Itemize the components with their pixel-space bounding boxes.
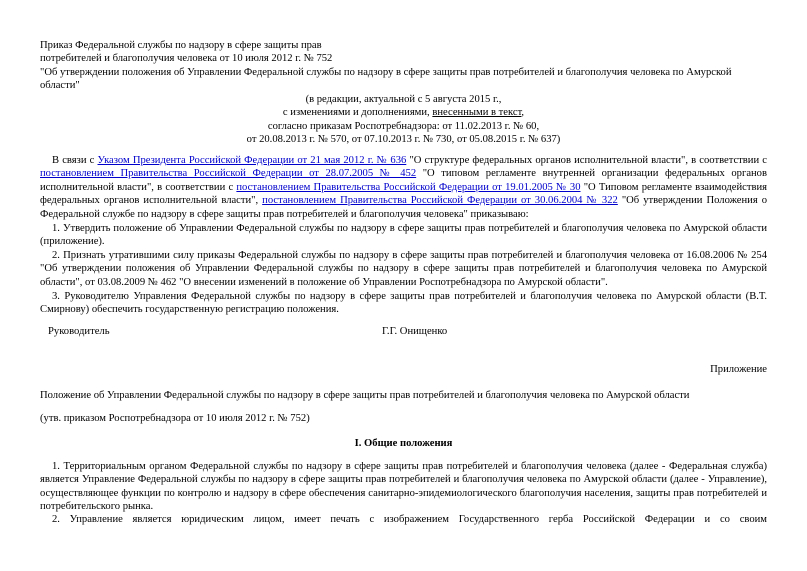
- appendix-approved: (утв. приказом Роспотребнадзора от 10 июля 2012 г. № 752): [40, 413, 310, 424]
- preamble-text: "О структуре федеральных органов исполнительной власти", в соответствии с: [406, 155, 767, 166]
- preamble-text: "Об утверждении Положения о Федеральной службе по надзору в сфере защиты прав потребителей и благополучия человека" приказываю:: [40, 195, 767, 220]
- signature-name: Г.Г. Онищенко: [382, 326, 448, 337]
- preamble-text: "О Типовом регламенте взаимодействия федеральных органов исполнительной власти",: [40, 181, 768, 207]
- signature-role: Руководитель: [48, 326, 110, 337]
- amendments-link[interactable]: внесенными в текст: [432, 107, 522, 119]
- preamble-text: В связи с: [52, 155, 98, 166]
- edition-note: [40, 93, 767, 147]
- government-resolution-322-link[interactable]: постановлением Правительства Российской Федерации от 30.06.2004 № 322: [262, 195, 618, 207]
- header-line-3: "Об утверждении положения об Управлении Федеральной службы по надзору в сфере защиты прав потребителей и благополучия человека по Амурской области": [40, 66, 732, 92]
- government-resolution-30-link[interactable]: постановлением Правительства Российской Федерации от 19.01.2005 № 30: [236, 181, 581, 193]
- section-item-1: 1. Территориальным органом Федеральной службы по надзору в сфере защиты прав потребителей и благополучия человека (далее - Федеральная служба) является Управление Федеральной службы по надзору в сфере защиты прав потребителей и благополучия человека по Амурской области (далее - Управление), осуществляющее функции по контролю и надзору в сфере обеспечения санитарно-эпидемиологического благополучия населения, защиты прав потребителей и потребительского рынка.: [40, 461, 767, 513]
- government-resolution-452-link[interactable]: постановлением Правительства Российской Федерации от 28.07.2005 № 452: [40, 168, 417, 180]
- order-item-2: 2. Признать утратившими силу приказы Федеральной службы по надзору в сфере защиты прав потребителей и благополучия человека от 16.08.2006 № 254 "Об утверждении положения об Управлении Федеральной службы по надзору в сфере защиты прав потребителей и благополучия человека по Амурской области", от 03.08.2009 № 462 "О внесении изменений в положение об Управлении Роспотребнадзора по Амурской области".: [40, 250, 767, 288]
- header-line-2: потребителей и благополучия человека от 10 июля 2012 г. № 752: [40, 53, 333, 65]
- edition-line-2: [40, 106, 767, 119]
- section-item-2: 2. Управление является юридическим лицом, имеет печать с изображением Государственного герба Российской Федерации и со своим: [52, 514, 767, 525]
- order-item-3: 3. Руководителю Управления Федеральной службы по надзору в сфере защиты прав потребителей и благополучия человека по Амурской области (В.Т. Смирнову) обеспечить государственную регистрацию положения.: [40, 291, 767, 316]
- edition-text: ,: [521, 107, 525, 119]
- presidential-decree-link[interactable]: Указом Президента Российской Федерации от 21 мая 2012 г. № 636: [97, 155, 407, 166]
- section-heading: I. Общие положения: [354, 438, 453, 449]
- order-header: [40, 39, 767, 93]
- edition-line-3: согласно приказам Роспотребнадзора: от 11.02.2013 г. № 60,: [267, 120, 540, 132]
- order-item-1: 1. Утвердить положение об Управлении Федеральной службы по надзору в сфере защиты прав потребителей и благополучия человека по Амурской области (приложение).: [40, 223, 767, 248]
- edition-text: с изменениями и дополнениями,: [282, 107, 433, 119]
- appendix-label: Приложение: [710, 364, 767, 375]
- edition-line-4: от 20.08.2013 г. № 570, от 07.10.2013 г. № 730, от 05.08.2015 г. № 637): [246, 134, 561, 146]
- edition-line-1: (в редакции, актуальной с 5 августа 2015 г.,: [305, 94, 502, 105]
- preamble-paragraph: [40, 154, 767, 221]
- header-line-1: Приказ Федеральной службы по надзору в сфере защиты прав: [40, 40, 322, 51]
- preamble-text: "О типовом регламенте внутренней организации федеральных органов исполнительной власти", в соответствии с: [40, 168, 767, 193]
- appendix-title: Положение об Управлении Федеральной службы по надзору в сфере защиты прав потребителей и благополучия человека по Амурской области: [40, 390, 690, 401]
